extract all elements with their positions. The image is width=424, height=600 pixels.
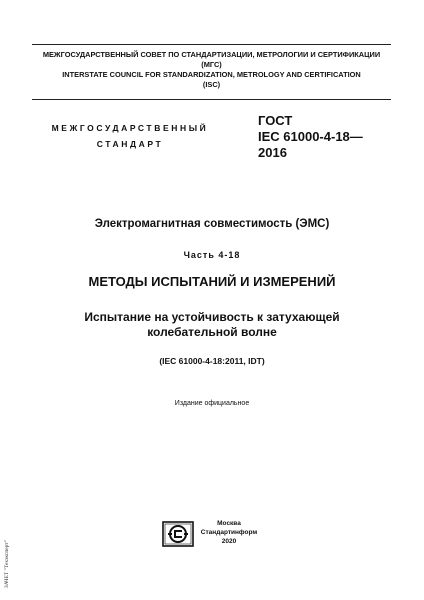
publisher-info (196, 519, 262, 546)
document-type-line2: СТАНДАРТ (96, 139, 164, 149)
document-title: Электромагнитная совместимость (ЭМС) (94, 218, 330, 230)
publisher-block (162, 519, 262, 555)
standard-number (258, 113, 363, 161)
document-type (40, 120, 220, 152)
publisher-name: Стандартинформ (200, 529, 258, 536)
publisher-city: Москва (217, 520, 241, 527)
subtitle-line2: колебательной волне (147, 325, 277, 339)
standard-number-line2: IEC 61000-4-18— (258, 129, 363, 144)
subject-heading: МЕТОДЫ ИСПЫТАНИЙ И ИЗМЕРЕНИЙ (88, 274, 336, 289)
council-name-en: INTERSTATE COUNCIL FOR STANDARDIZATION, METROLOGY AND CERTIFICATION (62, 70, 361, 79)
council-name-ru: МЕЖГОСУДАРСТВЕННЫЙ СОВЕТ ПО СТАНДАРТИЗАЦИИ, МЕТРОЛОГИИ И СЕРТИФИКАЦИИ (42, 50, 381, 59)
document-subtitle (0, 310, 424, 340)
iec-reference: (IEC 61000-4-18:2011, IDT) (159, 356, 265, 366)
vertical-side-note: ЗАЧЕТ "Техэксперт" (4, 539, 10, 588)
council-abbr-ru: (МГС) (201, 60, 222, 69)
publisher-year: 2020 (221, 538, 237, 545)
standard-number-line3: 2016 (258, 145, 287, 160)
subtitle-line1: Испытание на устойчивость к затухающей (84, 310, 340, 324)
council-header (32, 44, 391, 100)
standard-number-line1: ГОСТ (258, 113, 293, 128)
council-abbr-en: (ISC) (202, 80, 221, 89)
standartinform-logo-icon (162, 521, 194, 547)
document-type-line1: МЕЖГОСУДАРСТВЕННЫЙ (51, 123, 209, 133)
part-number: Часть 4-18 (183, 250, 241, 260)
edition-note: Издание официальное (174, 400, 250, 407)
